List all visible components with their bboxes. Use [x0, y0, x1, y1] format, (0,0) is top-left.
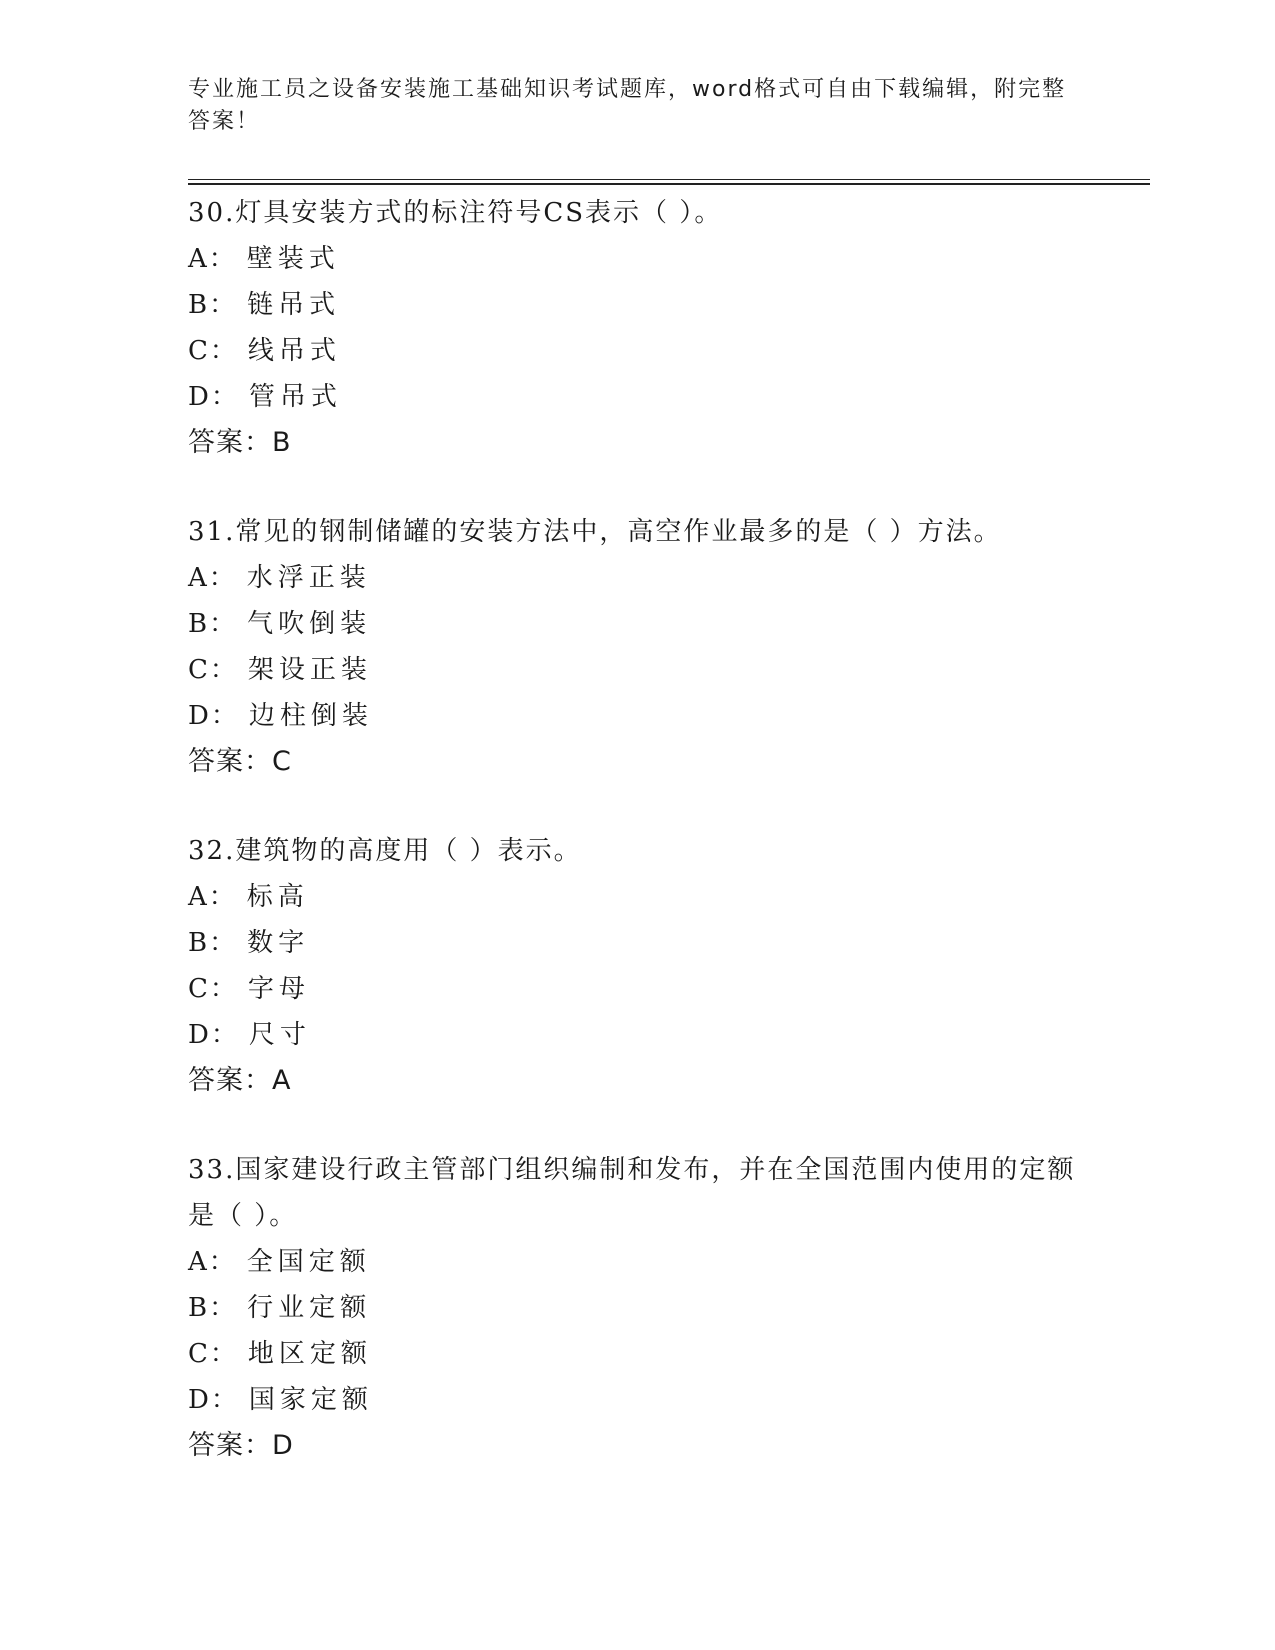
- option-key: A：: [188, 1247, 237, 1277]
- question-stem: 30.灯具安装方式的标注符号CS表示（ ）。: [188, 198, 723, 228]
- answer-line: 答案：B: [188, 427, 292, 458]
- option-key: A：: [188, 882, 237, 912]
- option-c: [188, 966, 1088, 1012]
- answer-line: 答案：A: [188, 1065, 292, 1096]
- option-text: 标高: [246, 882, 309, 912]
- option-d: [188, 1377, 1088, 1423]
- option-text: 边柱倒装: [248, 701, 373, 731]
- question-stem: 32.建筑物的高度用（ ）表示。: [188, 836, 582, 866]
- option-key: B：: [188, 290, 238, 320]
- option-d: [188, 374, 1088, 420]
- option-key: C：: [188, 336, 238, 366]
- option-key: C：: [188, 1339, 238, 1369]
- option-key: D：: [188, 382, 239, 412]
- option-key: D：: [188, 1385, 239, 1415]
- option-text: 字母: [247, 974, 310, 1004]
- option-b: [188, 601, 1088, 647]
- option-a: [188, 236, 1088, 282]
- question-31: [188, 509, 1088, 785]
- option-text: 气吹倒装: [247, 609, 372, 639]
- option-text: 线吊式: [247, 336, 341, 366]
- option-key: C：: [188, 974, 238, 1004]
- option-key: D：: [188, 701, 239, 731]
- question-32: [188, 828, 1088, 1104]
- answer-line: 答案：C: [188, 746, 292, 777]
- option-text: 行业定额: [247, 1293, 372, 1323]
- option-text: 架设正装: [247, 655, 372, 685]
- option-a: [188, 1239, 1088, 1285]
- option-text: 壁装式: [246, 244, 340, 274]
- option-text: 数字: [247, 928, 310, 958]
- header-divider-thick: [188, 183, 1150, 185]
- option-a: [188, 874, 1088, 920]
- option-text: 尺寸: [248, 1020, 311, 1050]
- option-text: 链吊式: [247, 290, 341, 320]
- option-key: C：: [188, 655, 238, 685]
- option-c: [188, 1331, 1088, 1377]
- option-d: [188, 1012, 1088, 1058]
- option-key: D：: [188, 1020, 239, 1050]
- option-text: 国家定额: [248, 1385, 373, 1415]
- option-a: [188, 555, 1088, 601]
- option-b: [188, 1285, 1088, 1331]
- question-stem: 33.国家建设行政主管部门组织编制和发布，并在全国范围内使用的定额是（ ）。: [188, 1155, 1076, 1231]
- question-33: [188, 1147, 1088, 1469]
- question-stem: 31.常见的钢制储罐的安装方法中，高空作业最多的是（ ）方法。: [188, 517, 1002, 547]
- option-key: B：: [188, 928, 238, 958]
- option-key: B：: [188, 1293, 238, 1323]
- question-list: [188, 190, 1088, 1512]
- option-b: [188, 920, 1088, 966]
- option-key: A：: [188, 563, 237, 593]
- option-text: 全国定额: [246, 1247, 371, 1277]
- header-divider-thin: [188, 179, 1150, 180]
- option-b: [188, 282, 1088, 328]
- answer-line: 答案：D: [188, 1430, 294, 1461]
- option-text: 水浮正装: [246, 563, 371, 593]
- option-c: [188, 647, 1088, 693]
- option-key: B：: [188, 609, 238, 639]
- document-header: 专业施工员之设备安装施工基础知识考试题库，word格式可自由下载编辑，附完整答案！: [188, 77, 1067, 134]
- option-text: 地区定额: [247, 1339, 372, 1369]
- option-key: A：: [188, 244, 237, 274]
- option-text: 管吊式: [248, 382, 342, 412]
- option-d: [188, 693, 1088, 739]
- option-c: [188, 328, 1088, 374]
- question-30: [188, 190, 1088, 466]
